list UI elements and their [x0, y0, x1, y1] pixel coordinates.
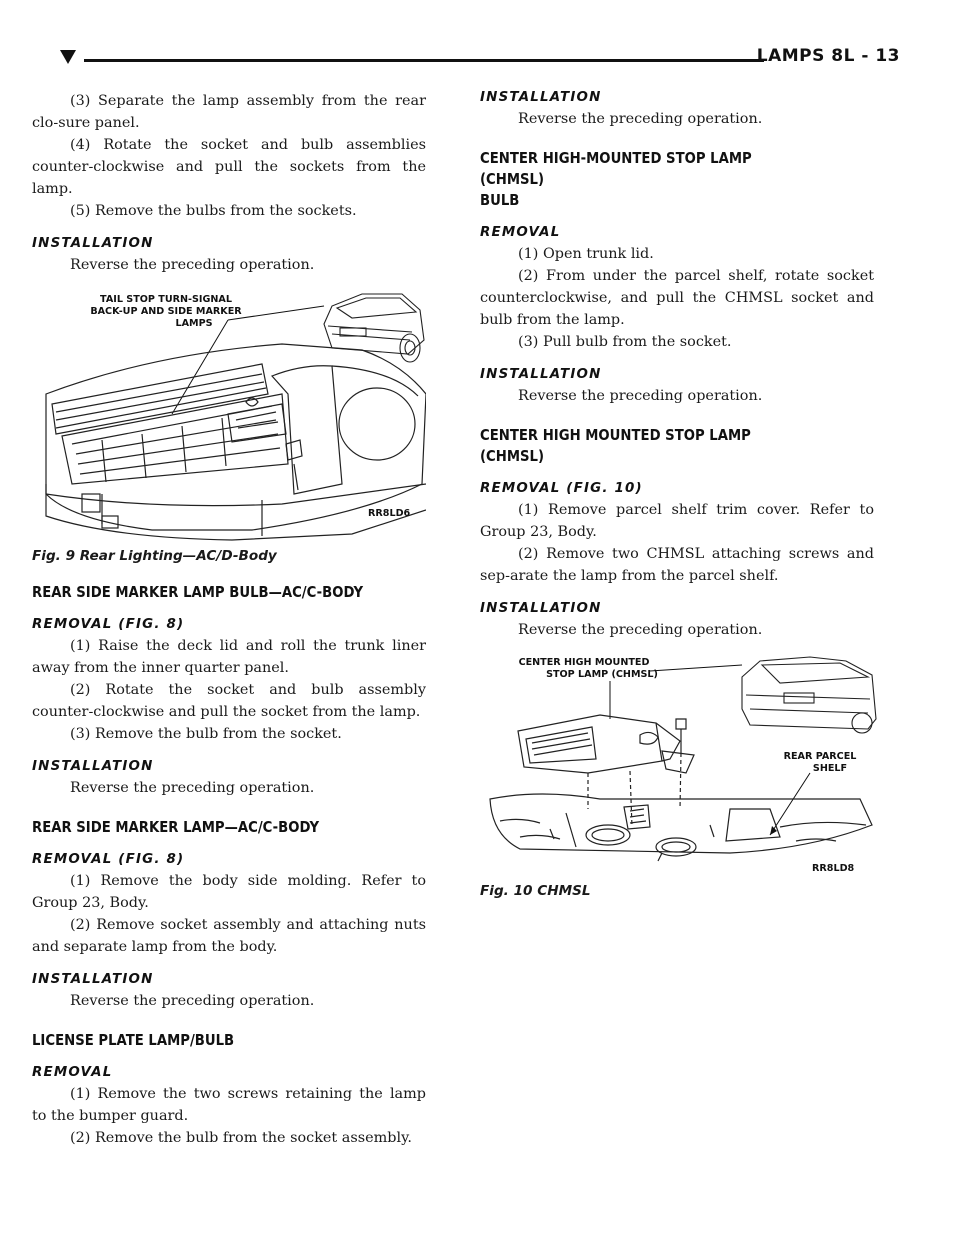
installation-subheading: INSTALLATION [32, 236, 154, 251]
installation-subheading: INSTALLATION [32, 972, 154, 987]
section-heading-chmsl-bulb [480, 148, 819, 211]
fig10-code: RR8LD8 [812, 863, 855, 874]
fig10-label-shelf2: SHELF [812, 763, 848, 774]
rear-lighting-illustration [32, 284, 426, 546]
step-paragraph: (5) Remove the bulbs from the sockets. [70, 203, 357, 219]
step-paragraph: (2) Rotate the socket and bulb assembly counter-clockwise and pull the socket from the lamp. [32, 682, 426, 720]
installation-subheading: INSTALLATION [480, 601, 602, 616]
heading-line: CENTER HIGH-MOUNTED STOP LAMP (CHMSL) [480, 149, 752, 188]
section-heading-rear-side-marker-lamp-bulb: REAR SIDE MARKER LAMP BULB—AC/C-BODY [32, 583, 364, 601]
fig10-label-shelf1: REAR PARCEL [783, 751, 857, 762]
chmsl-illustration [480, 649, 880, 881]
installation-subheading: INSTALLATION [32, 759, 154, 774]
installation-text: Reverse the preceding operation. [518, 622, 763, 638]
fig9-label-line1: TAIL STOP TURN-SIGNAL [100, 294, 232, 305]
figure-10 [480, 649, 874, 899]
step-paragraph: (2) From under the parcel shelf, rotate socket counterclockwise, and pull the CHMSL socket and bulb from the lamp. [480, 268, 874, 328]
installation-text: Reverse the preceding operation. [518, 111, 763, 127]
step-paragraph: (1) Open trunk lid. [518, 246, 654, 262]
step-paragraph: (3) Separate the lamp assembly from the rear clo-sure panel. [32, 93, 426, 131]
step-paragraph: (1) Remove parcel shelf trim cover. Refer to Group 23, Body. [480, 502, 874, 540]
fig10-label-line1: CENTER HIGH MOUNTED [518, 657, 650, 668]
removal-subheading: REMOVAL (FIG. 10) [480, 481, 643, 496]
installation-text: Reverse the preceding operation. [518, 388, 763, 404]
figure-9 [32, 284, 426, 564]
step-paragraph: (3) Pull bulb from the socket. [518, 334, 732, 350]
fig9-code: RR8LD6 [368, 508, 411, 519]
step-paragraph: (3) Remove the bulb from the socket. [70, 726, 342, 742]
left-column [32, 90, 426, 1149]
step-paragraph: (1) Remove the body side molding. Refer to Group 23, Body. [32, 873, 426, 911]
removal-subheading: REMOVAL (FIG. 8) [32, 617, 185, 632]
installation-text: Reverse the preceding operation. [70, 780, 315, 796]
removal-subheading: REMOVAL (FIG. 8) [32, 852, 185, 867]
installation-text: Reverse the preceding operation. [70, 993, 315, 1009]
step-paragraph: (2) Remove the bulb from the socket assembly. [70, 1130, 412, 1146]
header-rule [84, 59, 764, 62]
page-header [60, 44, 900, 74]
section-heading-license-plate-lamp: LICENSE PLATE LAMP/BULB [32, 1031, 235, 1049]
installation-subheading: INSTALLATION [480, 90, 602, 105]
step-paragraph: (2) Remove socket assembly and attaching nuts and separate lamp from the body. [32, 917, 426, 955]
step-paragraph: (2) Remove two CHMSL attaching screws and sep-arate the lamp from the parcel shelf. [480, 546, 874, 584]
installation-subheading: INSTALLATION [480, 367, 602, 382]
section-heading-chmsl: CENTER HIGH MOUNTED STOP LAMP (CHMSL) [480, 426, 751, 465]
triangle-marker-icon [60, 50, 76, 64]
section-heading-rear-side-marker-lamp: REAR SIDE MARKER LAMP—AC/C-BODY [32, 818, 320, 836]
fig10-caption: Fig. 10 CHMSL [480, 883, 591, 899]
fig9-caption: Fig. 9 Rear Lighting—AC/D-Body [32, 548, 277, 564]
installation-text: Reverse the preceding operation. [70, 257, 315, 273]
removal-subheading: REMOVAL [480, 225, 561, 240]
fig10-label-line2: STOP LAMP (CHMSL) [546, 669, 658, 680]
fig9-label-line2: BACK-UP AND SIDE MARKER [90, 306, 242, 317]
heading-line: BULB [480, 191, 520, 209]
page-title: LAMPS 8L - 13 [756, 46, 900, 66]
right-column [480, 90, 874, 899]
step-paragraph: (4) Rotate the socket and bulb assemblies counter-clockwise and pull the sockets from the lamp. [32, 137, 426, 197]
step-paragraph: (1) Remove the two screws retaining the lamp to the bumper guard. [32, 1086, 426, 1124]
removal-subheading: REMOVAL [32, 1065, 113, 1080]
fig9-label-line3: LAMPS [175, 318, 213, 329]
step-paragraph: (1) Raise the deck lid and roll the trunk liner away from the inner quarter panel. [32, 638, 426, 676]
